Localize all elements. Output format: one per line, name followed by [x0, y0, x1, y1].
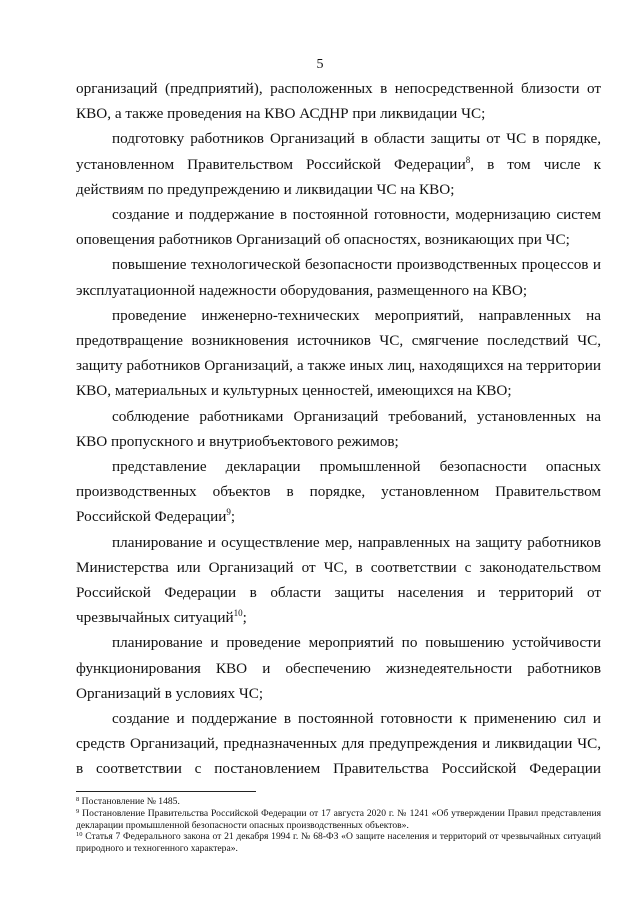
- footnote-text: Статья 7 Федерального закона от 21 декабря 1994 г. № 68-ФЗ «О защите населения и территорий от чрезвычайных ситуаций природного и техногенного характера».: [76, 831, 601, 855]
- paragraph-9: планирование и проведение мероприятий по повышению устойчивости функционирования КВО и обеспечению жизнедеятельности работников Организаций в условиях ЧС;: [76, 634, 601, 702]
- footnote-separator: [76, 791, 256, 792]
- footnote-ref-10: 10: [233, 608, 243, 619]
- paragraph-4: повышение технологической безопасности производственных процессов и эксплуатационной надежности оборудования, размещенного на КВО;: [76, 256, 601, 299]
- paragraph-8: [76, 530, 601, 631]
- footnote-9: [76, 808, 601, 832]
- paragraph-7-text-end: ;: [230, 508, 236, 526]
- footnote-ref-9: 9: [226, 507, 231, 518]
- footnote-text: Постановление Правительства Российской Федерации от 17 августа 2020 г. № 1241 «Об утверждении Правил представления декларации промышленной безопасности опасных производственных объектов».: [76, 807, 601, 831]
- footnote-number: 8: [76, 796, 80, 803]
- paragraph-7-text: представление декларации промышленной безопасности опасных производственных объектов в порядке, установленном Правительством Российской Федерации: [76, 458, 601, 526]
- footnote-8: [76, 796, 601, 808]
- footnote-number: 9: [76, 807, 80, 815]
- paragraph-8-text: планирование и осуществление мер, направленных на защиту работников Министерства или Организаций от ЧС, в соответствии с законодательством Российской Федерации в области защиты населения и территорий от чрезвычайных ситуаций: [76, 533, 601, 627]
- paragraph-10: создание и поддержание в постоянной готовности к применению сил и средств Организаций, предназначенных для предупреждения и ликвидации ЧС, в соответствии с постановлением Правительства Российской Федерации: [76, 710, 601, 778]
- body-text: [76, 76, 601, 782]
- footnote-text: Постановление № 1485.: [79, 796, 180, 807]
- paragraph-8-text-end: ;: [242, 609, 247, 627]
- paragraph-7: [76, 454, 601, 530]
- paragraph-1: организаций (предприятий), расположенных в непосредственной близости от КВО, а также проведения на КВО АСДНР при ликвидации ЧС;: [76, 80, 601, 123]
- footnote-ref-8: 8: [465, 154, 471, 165]
- paragraph-2: [76, 126, 601, 202]
- paragraph-3: создание и поддержание в постоянной готовности, модернизацию систем оповещения работников Организаций об опасностях, возникающих при ЧС;: [76, 206, 601, 249]
- page-number: 5: [316, 57, 324, 72]
- footnote-10: [76, 831, 601, 855]
- paragraph-6: соблюдение работниками Организаций требований, установленных на КВО пропускного и внутриобъектового режимов;: [76, 407, 601, 450]
- paragraph-5: проведение инженерно-технических мероприятий, направленных на предотвращение возникновения источников ЧС, смягчение последствий ЧС, защиту работников Организаций, а также иных лиц, находящихся на территории КВО, материальных и культурных ценностей, имеющихся на КВО;: [76, 306, 601, 400]
- paragraph-2-text: подготовку работников Организаций в области защиты от ЧС в порядке, установленном Правительством Российской Федерации: [76, 130, 601, 173]
- footnotes: [76, 796, 601, 855]
- paragraph-2-text-end: , в том числе к действиям по предупреждению и ликвидации ЧС на КВО;: [76, 155, 601, 198]
- footnote-number: 10: [76, 831, 83, 839]
